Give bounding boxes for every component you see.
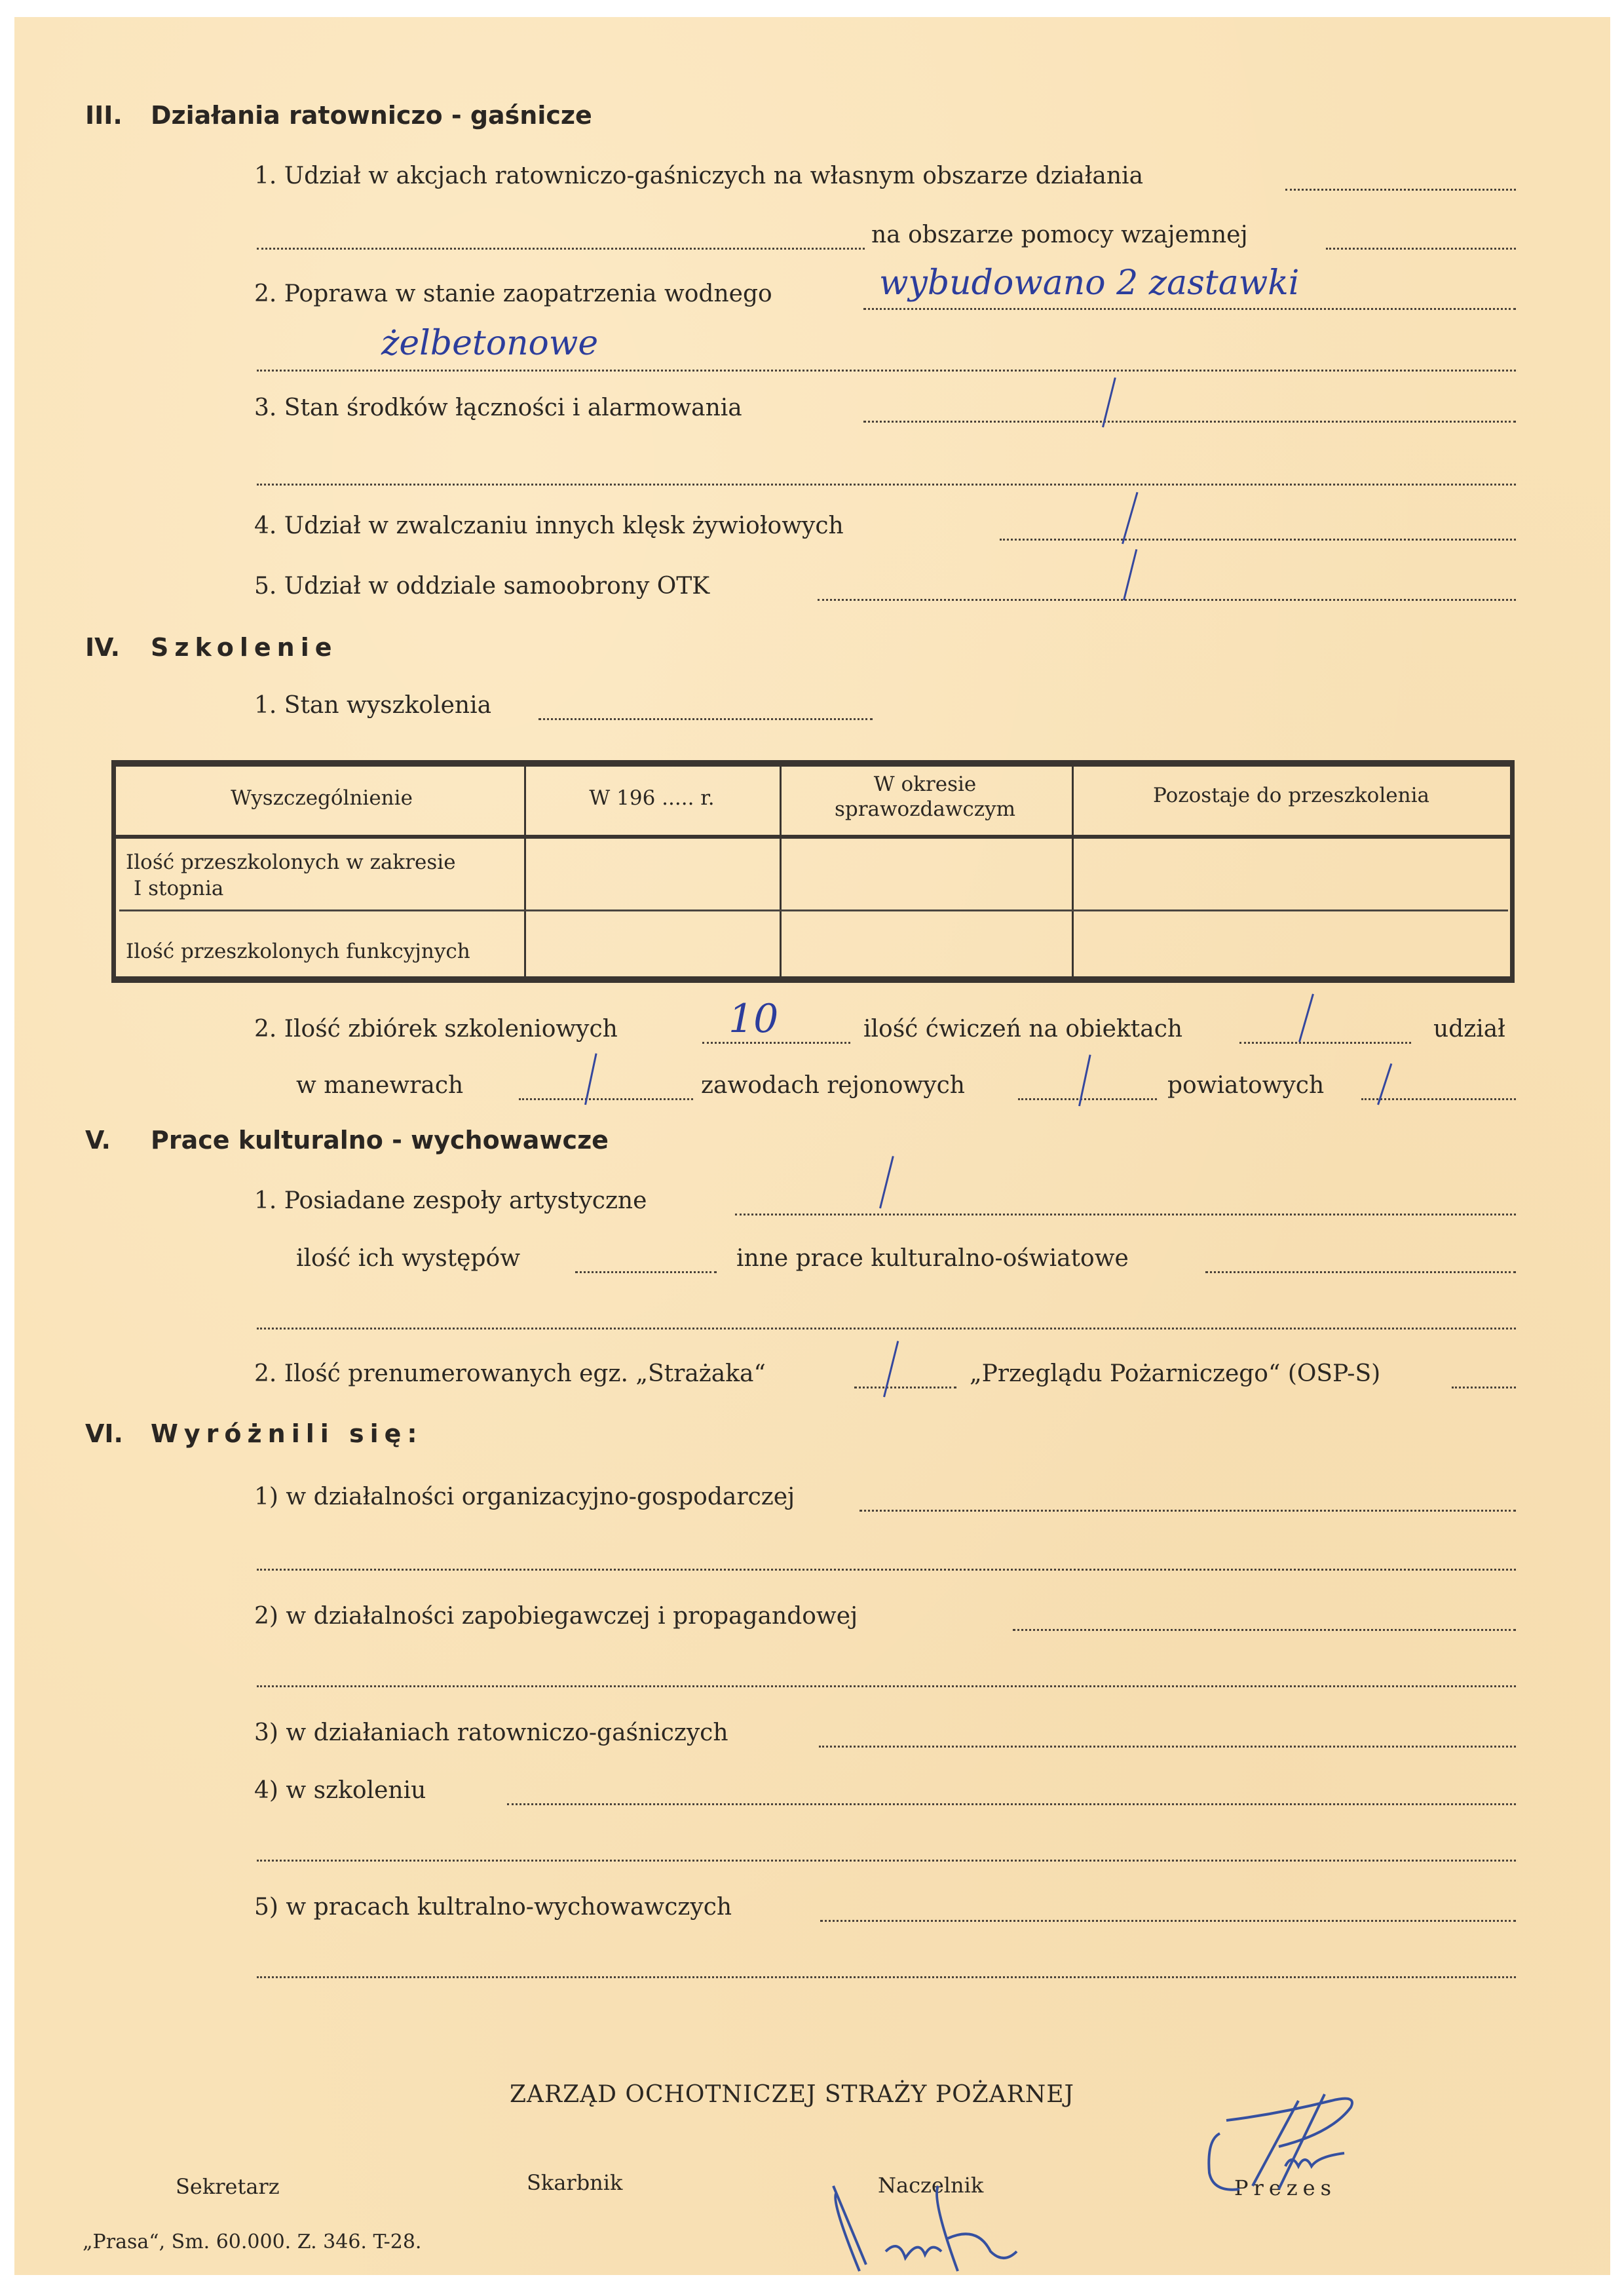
item-v-2-label: 2. Ilość prenumerowanych egz. „Strażaka“ (254, 1360, 766, 1387)
table-header-remaining: Pozostaje do przeszkolenia (1153, 784, 1429, 807)
field-v-1-art-groups[interactable] (735, 1214, 1516, 1215)
field-iv-2-regional[interactable] (1018, 1098, 1157, 1100)
president-signature (1200, 2075, 1397, 2206)
table-cell-r2-year[interactable] (527, 912, 778, 975)
handwritten-iv-2-meetings: 10 (728, 996, 779, 1042)
section-title: Prace kulturalno - wychowawcze (151, 1126, 609, 1155)
field-vi-2[interactable] (1013, 1629, 1516, 1631)
section-title: Szkolenie (151, 633, 338, 662)
field-iii-1-continued[interactable] (257, 248, 865, 250)
section-v-heading (85, 1126, 609, 1155)
handwritten-slash-iv-2-maneuvers (584, 1053, 597, 1105)
section-number: IV. (85, 633, 121, 662)
handwritten-slash-iii-3 (1102, 377, 1116, 427)
field-vi-2-continued[interactable] (257, 1685, 1516, 1687)
section-vi-heading (85, 1419, 423, 1448)
item-vi-3-label: 3) w działaniach ratowniczo-gaśniczych (254, 1719, 728, 1746)
table-header-year: W 196 ..... r. (589, 786, 715, 810)
item-iv-2-exercises-label: ilość ćwiczeń na obiektach (863, 1016, 1183, 1043)
item-iii-1-mutual-label: na obszarze pomocy wzajemnej (871, 221, 1248, 248)
item-vi-2-label: 2) w działalności zapobiegawczej i propagandowej (254, 1603, 858, 1630)
chief-signature (820, 2173, 1030, 2275)
table-row-label: Ilość przeszkolonych funkcyjnych (126, 940, 470, 963)
field-v-1-other-work[interactable] (1205, 1271, 1516, 1273)
section-title: Działania ratowniczo - gaśnicze (151, 101, 592, 130)
table-row-rule (119, 909, 1508, 911)
table-row-label-cont: I stopnia (134, 877, 224, 900)
field-vi-4[interactable] (507, 1803, 1516, 1805)
item-v-2-przeglad-label: „Przeglądu Pożarniczego“ (OSP-S) (970, 1360, 1381, 1387)
item-iv-2-label: 2. Ilość zbiórek szkoleniowych (254, 1016, 618, 1043)
handwritten-iii-2-line2: żelbetonowe (381, 324, 599, 363)
field-iii-2-continued[interactable] (257, 370, 1516, 372)
section-number: VI. (85, 1419, 123, 1448)
field-v-2-strazak[interactable] (854, 1387, 956, 1388)
field-iv-1-training-status[interactable] (538, 718, 873, 720)
field-vi-5[interactable] (820, 1920, 1516, 1922)
item-iv-2-county-label: powiatowych (1167, 1072, 1325, 1099)
handwritten-slash-v-1 (879, 1156, 894, 1208)
field-v-2-przeglad[interactable] (1452, 1387, 1516, 1388)
handwritten-slash-iii-5 (1123, 549, 1137, 600)
item-iv-2-regional-label: zawodach rejonowych (701, 1072, 965, 1099)
handwritten-slash-v-2 (883, 1341, 899, 1397)
item-v-1-performances-label: ilość ich występów (296, 1245, 521, 1272)
field-v-1-performances[interactable] (575, 1271, 717, 1273)
field-vi-3[interactable] (819, 1746, 1516, 1748)
table-header-rule (115, 835, 1511, 839)
field-iii-1-own-area[interactable] (1285, 189, 1516, 191)
item-iv-1-label: 1. Stan wyszkolenia (254, 692, 492, 719)
table-divider (780, 765, 782, 976)
field-v-1-continued[interactable] (257, 1328, 1516, 1330)
section-number: III. (85, 101, 123, 130)
signatory-secretary: Sekretarz (176, 2174, 280, 2199)
item-iii-5-label: 5. Udział w oddziale samoobrony OTK (254, 573, 710, 600)
field-iii-2-water-supply[interactable] (863, 308, 1516, 310)
section-iv-heading (85, 633, 338, 662)
item-iii-2-label: 2. Poprawa w stanie zaopatrzenia wodnego (254, 280, 772, 307)
table-cell-r1-period[interactable] (782, 840, 1070, 908)
field-iii-5-otk[interactable] (818, 599, 1516, 601)
section-title: Wyróżnili się: (151, 1419, 423, 1448)
item-iii-3-label: 3. Stan środków łączności i alarmowania (254, 394, 742, 421)
signatory-president: Prezes (1234, 2175, 1336, 2200)
field-iv-2-exercises[interactable] (1239, 1042, 1411, 1044)
item-vi-5-label: 5) w pracach kultralno-wychowawczych (254, 1894, 732, 1921)
handwritten-slash-iv-2-exercises (1298, 994, 1314, 1043)
table-cell-r1-remaining[interactable] (1074, 840, 1509, 908)
field-iv-2-training-meetings[interactable] (702, 1042, 850, 1044)
form-page (14, 17, 1610, 2275)
item-iii-1-label: 1. Udział w akcjach ratowniczo-gaśniczych na własnym obszarze działania (254, 163, 1144, 189)
item-v-1-label: 1. Posiadane zespoły artystyczne (254, 1187, 647, 1214)
table-cell-r2-remaining[interactable] (1074, 912, 1509, 975)
table-cell-r2-period[interactable] (782, 912, 1070, 975)
field-iv-2-maneuvers[interactable] (519, 1098, 693, 1100)
item-vi-4-label: 4) w szkoleniu (254, 1777, 426, 1804)
item-v-1-other-label: inne prace kulturalno-oświatowe (736, 1245, 1129, 1272)
section-number: V. (85, 1126, 111, 1155)
field-vi-5-continued[interactable] (257, 1976, 1516, 1978)
field-iii-1-mutual-aid[interactable] (1326, 248, 1516, 250)
field-vi-4-continued[interactable] (257, 1860, 1516, 1862)
field-iii-3-communication[interactable] (863, 421, 1516, 423)
table-cell-r1-year[interactable] (527, 840, 778, 908)
field-vi-1-continued[interactable] (257, 1569, 1516, 1571)
field-iii-3-continued[interactable] (257, 484, 1516, 486)
item-vi-1-label: 1) w działalności organizacyjno-gospodarczej (254, 1483, 795, 1510)
table-header-description: Wyszczególnienie (231, 786, 413, 810)
signatory-chief: Naczelnik (878, 2173, 984, 2198)
table-header-reporting-period: W okresie sprawozdawczym (834, 773, 1016, 821)
field-iv-2-county[interactable] (1361, 1098, 1516, 1100)
item-iv-2-participation-label: udział (1433, 1016, 1505, 1043)
field-vi-1[interactable] (859, 1510, 1516, 1512)
section-iii-heading (85, 101, 592, 130)
board-title: ZARZĄD OCHOTNICZEJ STRAŻY POŻARNEJ (510, 2081, 1074, 2108)
signatory-treasurer: Skarbnik (527, 2170, 623, 2195)
handwritten-iii-2-line1: wybudowano 2 zastawki (879, 263, 1300, 303)
table-row-label: Ilość przeszkolonych w zakresie (126, 851, 456, 874)
item-iii-4-label: 4. Udział w zwalczaniu innych klęsk żywiołowych (254, 512, 844, 539)
printer-imprint: „Prasa“, Sm. 60.000. Z. 346. T-28. (83, 2230, 422, 2253)
handwritten-slash-iii-4 (1122, 492, 1138, 545)
field-iii-4-disasters[interactable] (1000, 539, 1516, 541)
item-iv-2-maneuvers-label: w manewrach (296, 1072, 464, 1099)
